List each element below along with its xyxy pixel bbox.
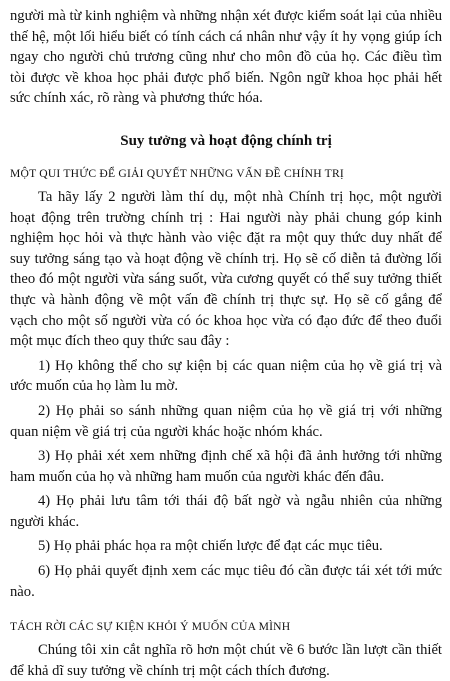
step-item-4: 4) Họ phải lưu tâm tới thái độ bất ngờ và ngẫu nhiên của những người khác. [10,493,442,530]
subheading-separate-facts: TÁCH RỜI CÁC SỰ KIỆN KHỎI Ý MUỐN CỦA MÌNH [10,620,291,634]
closing-paragraph: Chúng tôi xin cắt nghĩa rõ hơn một chút về 6 bước lần lượt cần thiết để khả dĩ suy tưởng về chính trị một cách thích đương. [10,642,442,679]
step-item-1: 1) Họ không thể cho sự kiện bị các quan niệm của họ về giá trị và ước muốn của họ làm lu mờ. [10,357,442,395]
intro-paragraph: người mà từ kinh nghiệm và những nhận xét được kiểm soát lại của nhiều thế hệ, một lối hiểu biết có tính cách cá nhân như vậy ít hy vọng giúp ích ngay cho người chủ trương cũng như cho môn đồ của họ. Các điều tìm tòi được về khoa học phải được phổ biến. Ngôn ngữ khoa học phải hết sức chính xác, rõ ràng và phương thức hóa. [10,8,442,107]
step-item-2: 2) Họ phải so sánh những quan niệm của họ về giá trị với những quan niệm về giá trị của người khác hoặc nhóm khác. [10,402,442,440]
main-paragraph: Ta hãy lấy 2 người làm thí dụ, một nhà Chính trị học, một người hoạt động trên trường chính trị : Hai người này phải chung góp kinh nghiệm học hỏi và thực hành vào việc đặt ra một quy thức duy nhất để suy tưởng sáng tạo và hoạt động về chính trị. Họ sẽ cố diễn tả đường lối theo đó một người vừa sáng suốt, vừa cương quyết có thể suy tưởng thiết thực và hành động về một vấn đề chính trị thực sự. Họ sẽ cố gắng để vạch cho một số người vừa có óc khoa học vừa có đạo đức để theo đuổi một mục đích theo quy thức sau đây : [10,188,442,350]
step-item-5: 5) Họ phải phác họa ra một chiến lược để đạt các mục tiêu. [38,538,383,555]
section-title: Suy tưởng và hoạt động chính trị [120,132,332,149]
subheading-rule-for-political-problems: MỘT QUI THỨC ĐỂ GIẢI QUYẾT NHỮNG VẤN ĐỀ CHÍNH TRỊ [10,166,344,180]
step-item-3: 3) Họ phải xét xem những định chế xã hội đã ảnh hưởng tới những ham muốn của họ và những ham muốn của người khác đến đâu. [10,448,442,485]
step-item-6: 6) Họ phải quyết định xem các mục tiêu đó cần được tái xét tới mức nào. [10,563,442,600]
